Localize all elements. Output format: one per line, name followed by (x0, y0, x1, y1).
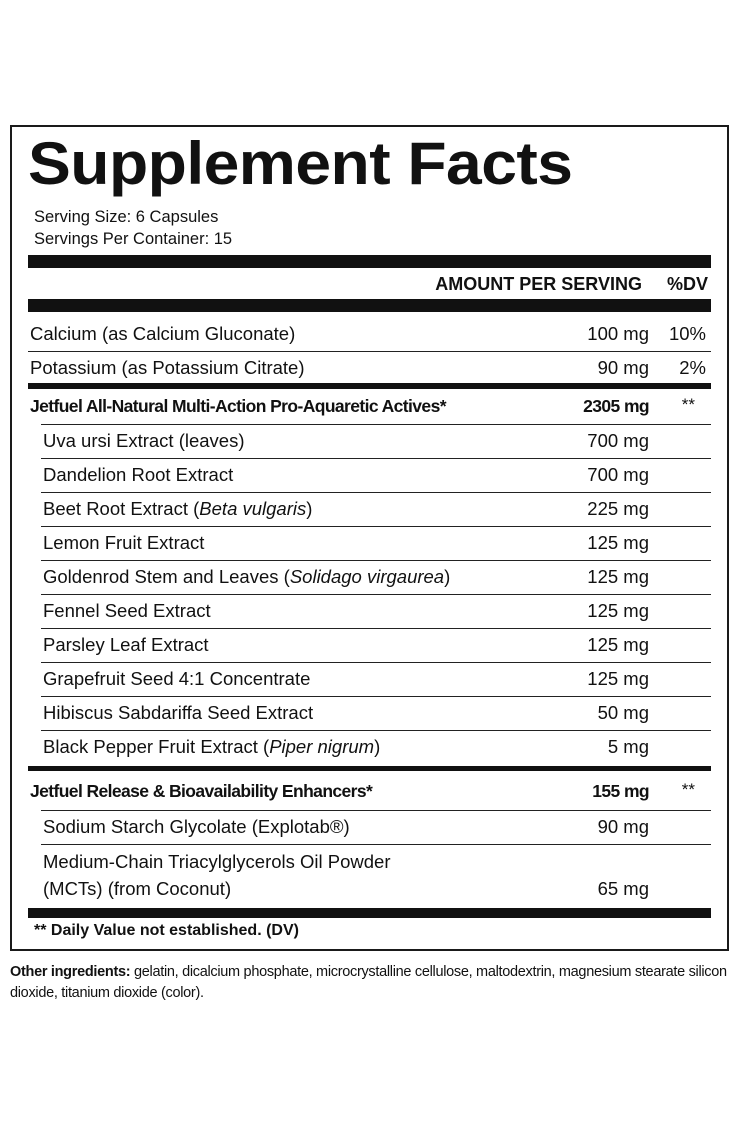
blend-row-enhancers (28, 774, 711, 810)
ingredient-amount: 700 mg (587, 464, 649, 485)
ingredient-name: Hibiscus Sabdariffa Seed Extract (43, 702, 314, 723)
blend-name: Jetfuel Release & Bioavailability Enhancers* (30, 781, 373, 801)
ingredient-row (28, 526, 711, 560)
nutrient-row-calcium (28, 317, 711, 350)
nutrient-dv: 2% (679, 357, 706, 378)
header-dv: %DV (666, 274, 708, 294)
other-ingredients-text: gelatin, dicalcium phosphate, microcrystalline cellulose, maltodextrin, magnesium stearate silicon dioxide, titanium dioxide (color). (10, 964, 727, 1001)
ingredient-amount: 90 mg (597, 816, 649, 837)
ingredient-amount: 50 mg (597, 702, 649, 723)
nutrient-row-potassium (28, 351, 711, 383)
other-ingredients-label: Other ingredients: (10, 964, 131, 980)
medium-divider (28, 766, 711, 771)
ingredient-name: Grapefruit Seed 4:1 Concentrate (43, 668, 311, 689)
ingredient-row (28, 560, 711, 594)
ingredient-amount: 225 mg (587, 498, 649, 519)
nutrient-amount: 90 mg (597, 357, 649, 378)
servings-per-container: Servings Per Container: 15 (34, 230, 233, 248)
ingredient-row (28, 662, 711, 696)
ingredient-amount: 700 mg (587, 430, 649, 451)
blend-name: Jetfuel All-Natural Multi-Action Pro-Aquaretic Actives* (30, 396, 446, 416)
ingredient-amount: 125 mg (587, 532, 649, 553)
nutrient-amount: 100 mg (587, 323, 649, 344)
ingredient-row (28, 424, 711, 458)
panel-title: Supplement Facts (28, 130, 573, 197)
nutrient-dv: 10% (668, 323, 706, 344)
ingredient-name: Lemon Fruit Extract (43, 532, 205, 553)
supplement-facts-panel (10, 125, 729, 951)
blend-dv: ** (681, 780, 695, 799)
ingredient-name: Sodium Starch Glycolate (Explotab®) (43, 816, 350, 837)
nutrient-name: Calcium (as Calcium Gluconate) (30, 323, 296, 344)
thick-divider-bottom (28, 908, 711, 918)
blend-amount: 155 mg (592, 781, 649, 801)
thick-divider-top (28, 255, 711, 268)
header-amount: AMOUNT PER SERVING (435, 274, 642, 294)
ingredient-name: Beet Root Extract (Beta vulgaris) (43, 498, 313, 519)
ingredient-amount: 125 mg (587, 600, 649, 621)
ingredient-name: Parsley Leaf Extract (43, 634, 209, 655)
ingredient-row (28, 696, 711, 730)
ingredient-name: Black Pepper Fruit Extract (Piper nigrum) (43, 736, 381, 757)
blend-dv: ** (681, 395, 695, 414)
dv-footnote: ** Daily Value not established. (DV) (34, 922, 299, 939)
ingredient-row (28, 492, 711, 526)
ingredient-row (28, 844, 711, 906)
ingredient-row (28, 730, 711, 766)
ingredient-amount: 125 mg (587, 668, 649, 689)
ingredient-row (28, 458, 711, 492)
nutrient-name: Potassium (as Potassium Citrate) (30, 357, 305, 378)
ingredient-row (28, 594, 711, 628)
ingredient-name: Fennel Seed Extract (43, 600, 211, 621)
ingredient-name: Uva ursi Extract (leaves) (43, 430, 245, 451)
ingredient-amount: 5 mg (607, 736, 649, 757)
blend-row-aquaretic (28, 389, 711, 423)
serving-size: Serving Size: 6 Capsules (34, 208, 219, 226)
ingredient-amount: 125 mg (587, 634, 649, 655)
ingredient-row (28, 810, 711, 844)
other-ingredients (10, 962, 732, 1004)
ingredient-row (28, 628, 711, 662)
column-header (28, 270, 711, 298)
ingredient-amount: 65 mg (597, 878, 649, 899)
ingredient-name: Goldenrod Stem and Leaves (Solidago virgaurea) (43, 566, 451, 587)
thick-divider-header (28, 299, 711, 312)
ingredient-name: Dandelion Root Extract (43, 464, 234, 485)
ingredient-name: Medium-Chain Triacylglycerols Oil Powder (MCTs) (from Coconut) (43, 851, 391, 899)
ingredient-amount: 125 mg (587, 566, 649, 587)
blend-amount: 2305 mg (583, 396, 649, 416)
